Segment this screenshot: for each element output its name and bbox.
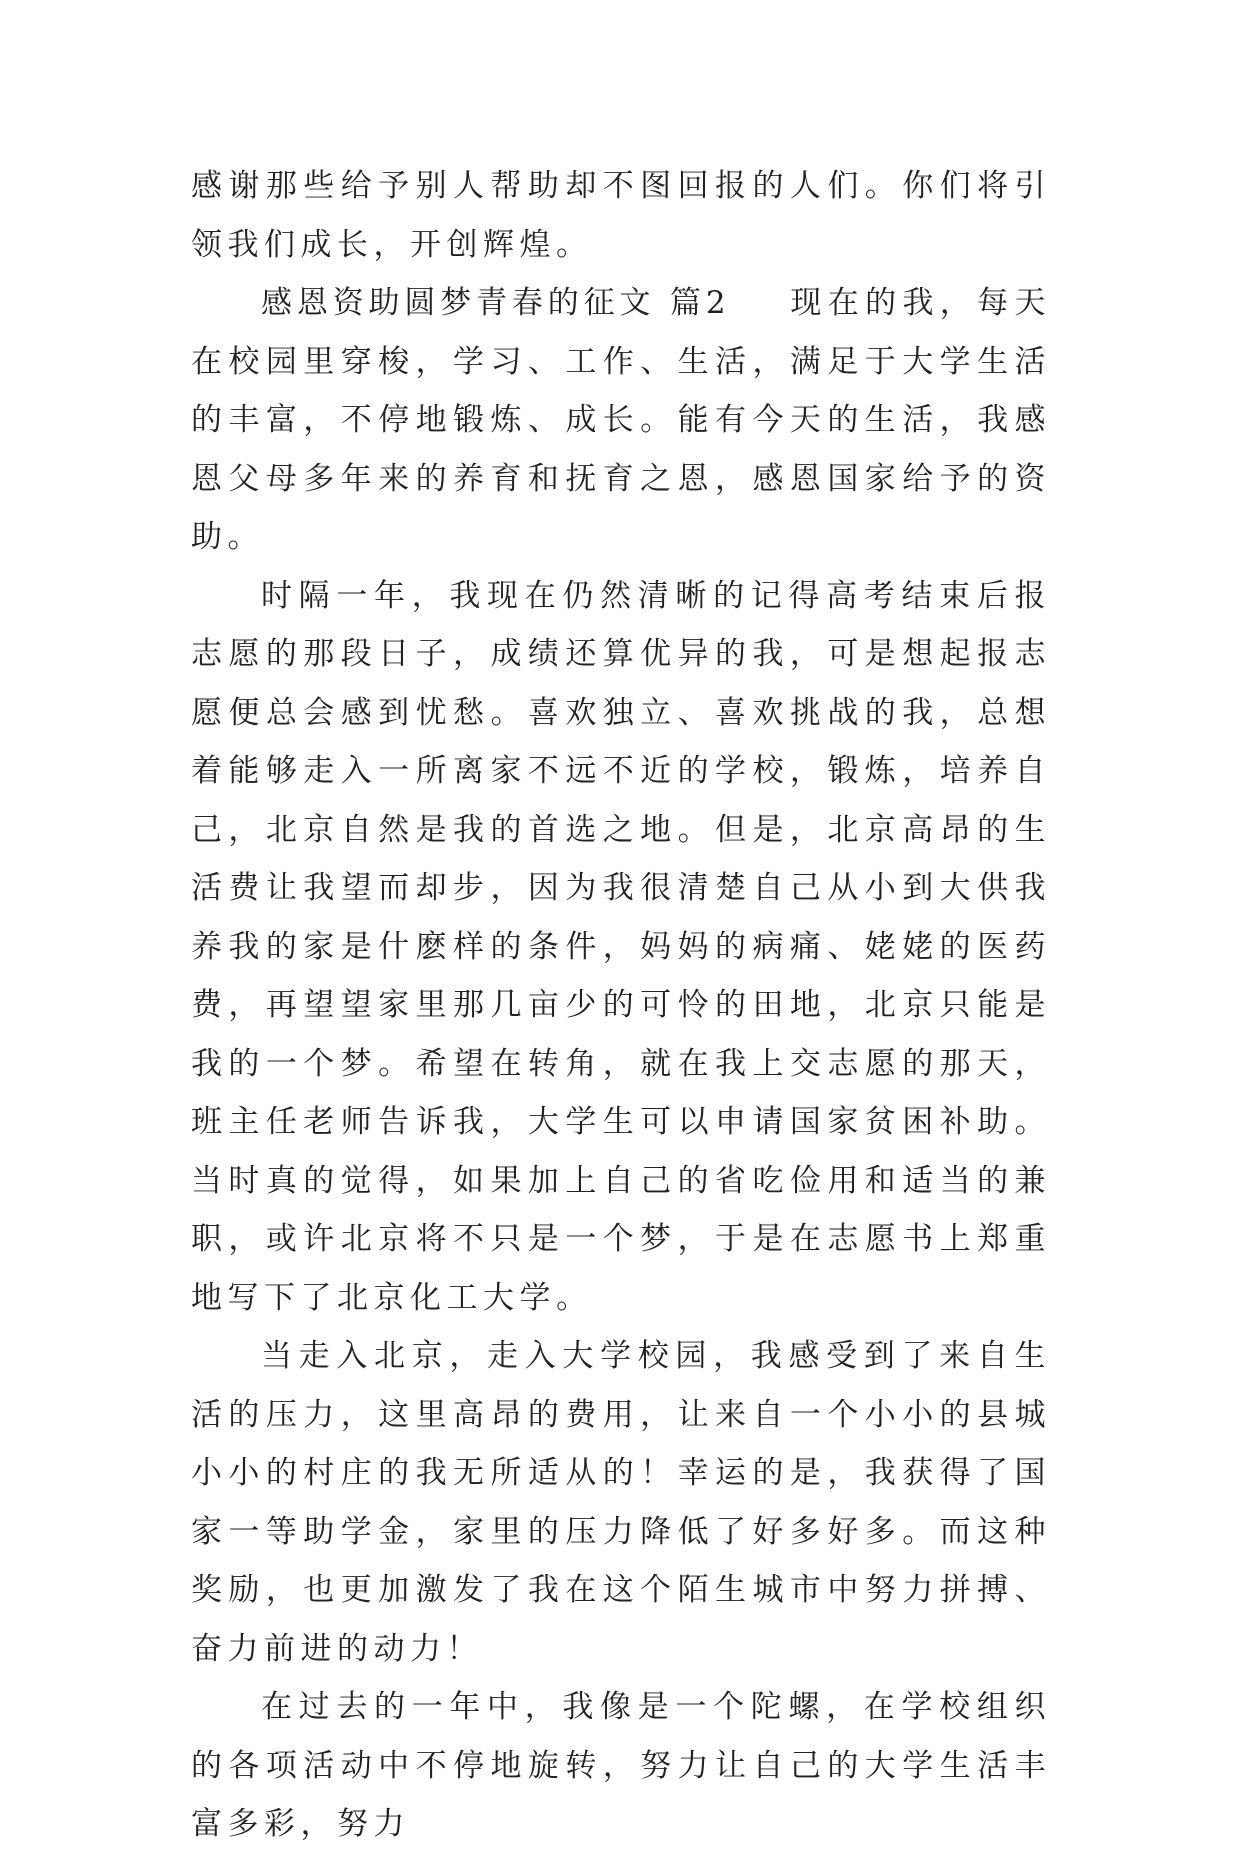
paragraph-beijing: 当走入北京，走入大学校园，我感受到了来自生活的压力，这里高昂的费用，让来自一个小小的县城小小的村庄的我无所适从的！幸运的是，我获得了国家一等助学金，家里的压力降低了好多好多。而这种奖励，也更加激发了我在这个陌生城市中努力拼搏、奋力前进的动力！ <box>191 1338 1051 1667</box>
document-body <box>191 157 1051 1854</box>
section-heading: 感恩资助圆梦青春的征文 篇2 <box>261 285 730 321</box>
paragraph-section-2 <box>191 274 1051 567</box>
paragraph-memory: 时隔一年，我现在仍然清晰的记得高考结束后报志愿的那段日子，成绩还算优异的我，可是想起报志愿便总会感到忧愁。喜欢独立、喜欢挑战的我，总想着能够走入一所离家不远不近的学校，锻炼，培养自己，北京自然是我的首选之地。但是，北京高昂的生活费让我望而却步，因为我很清楚自己从小到大供我养我的家是什麽样的条件，妈妈的病痛、姥姥的医药费，再望望家里那几亩少的可怜的田地，北京只能是我的一个梦。希望在转角，就在我上交志愿的那天，班主任老师告诉我，大学生可以申请国家贫困补助。当时真的觉得，如果加上自己的省吃俭用和适当的兼职，或许北京将不只是一个梦，于是在志愿书上郑重地写下了北京化工大学。 <box>191 577 1051 1316</box>
paragraph-past-year: 在过去的一年中，我像是一个陀螺，在学校组织的各项活动中不停地旋转，努力让自己的大学生活丰富多彩，努力 <box>191 1689 1051 1842</box>
paragraph-text: 现在的我，每天在校园里穿梭，学习、工作、生活，满足于大学生活的丰富，不停地锻炼、成长。能有今天的生活，我感恩父母多年来的养育和抚育之恩，感恩国家给予的资助。 <box>191 285 1052 555</box>
paragraph-continuation: 感谢那些给予别人帮助却不图回报的人们。你们将引领我们成长，开创辉煌。 <box>191 168 1051 263</box>
